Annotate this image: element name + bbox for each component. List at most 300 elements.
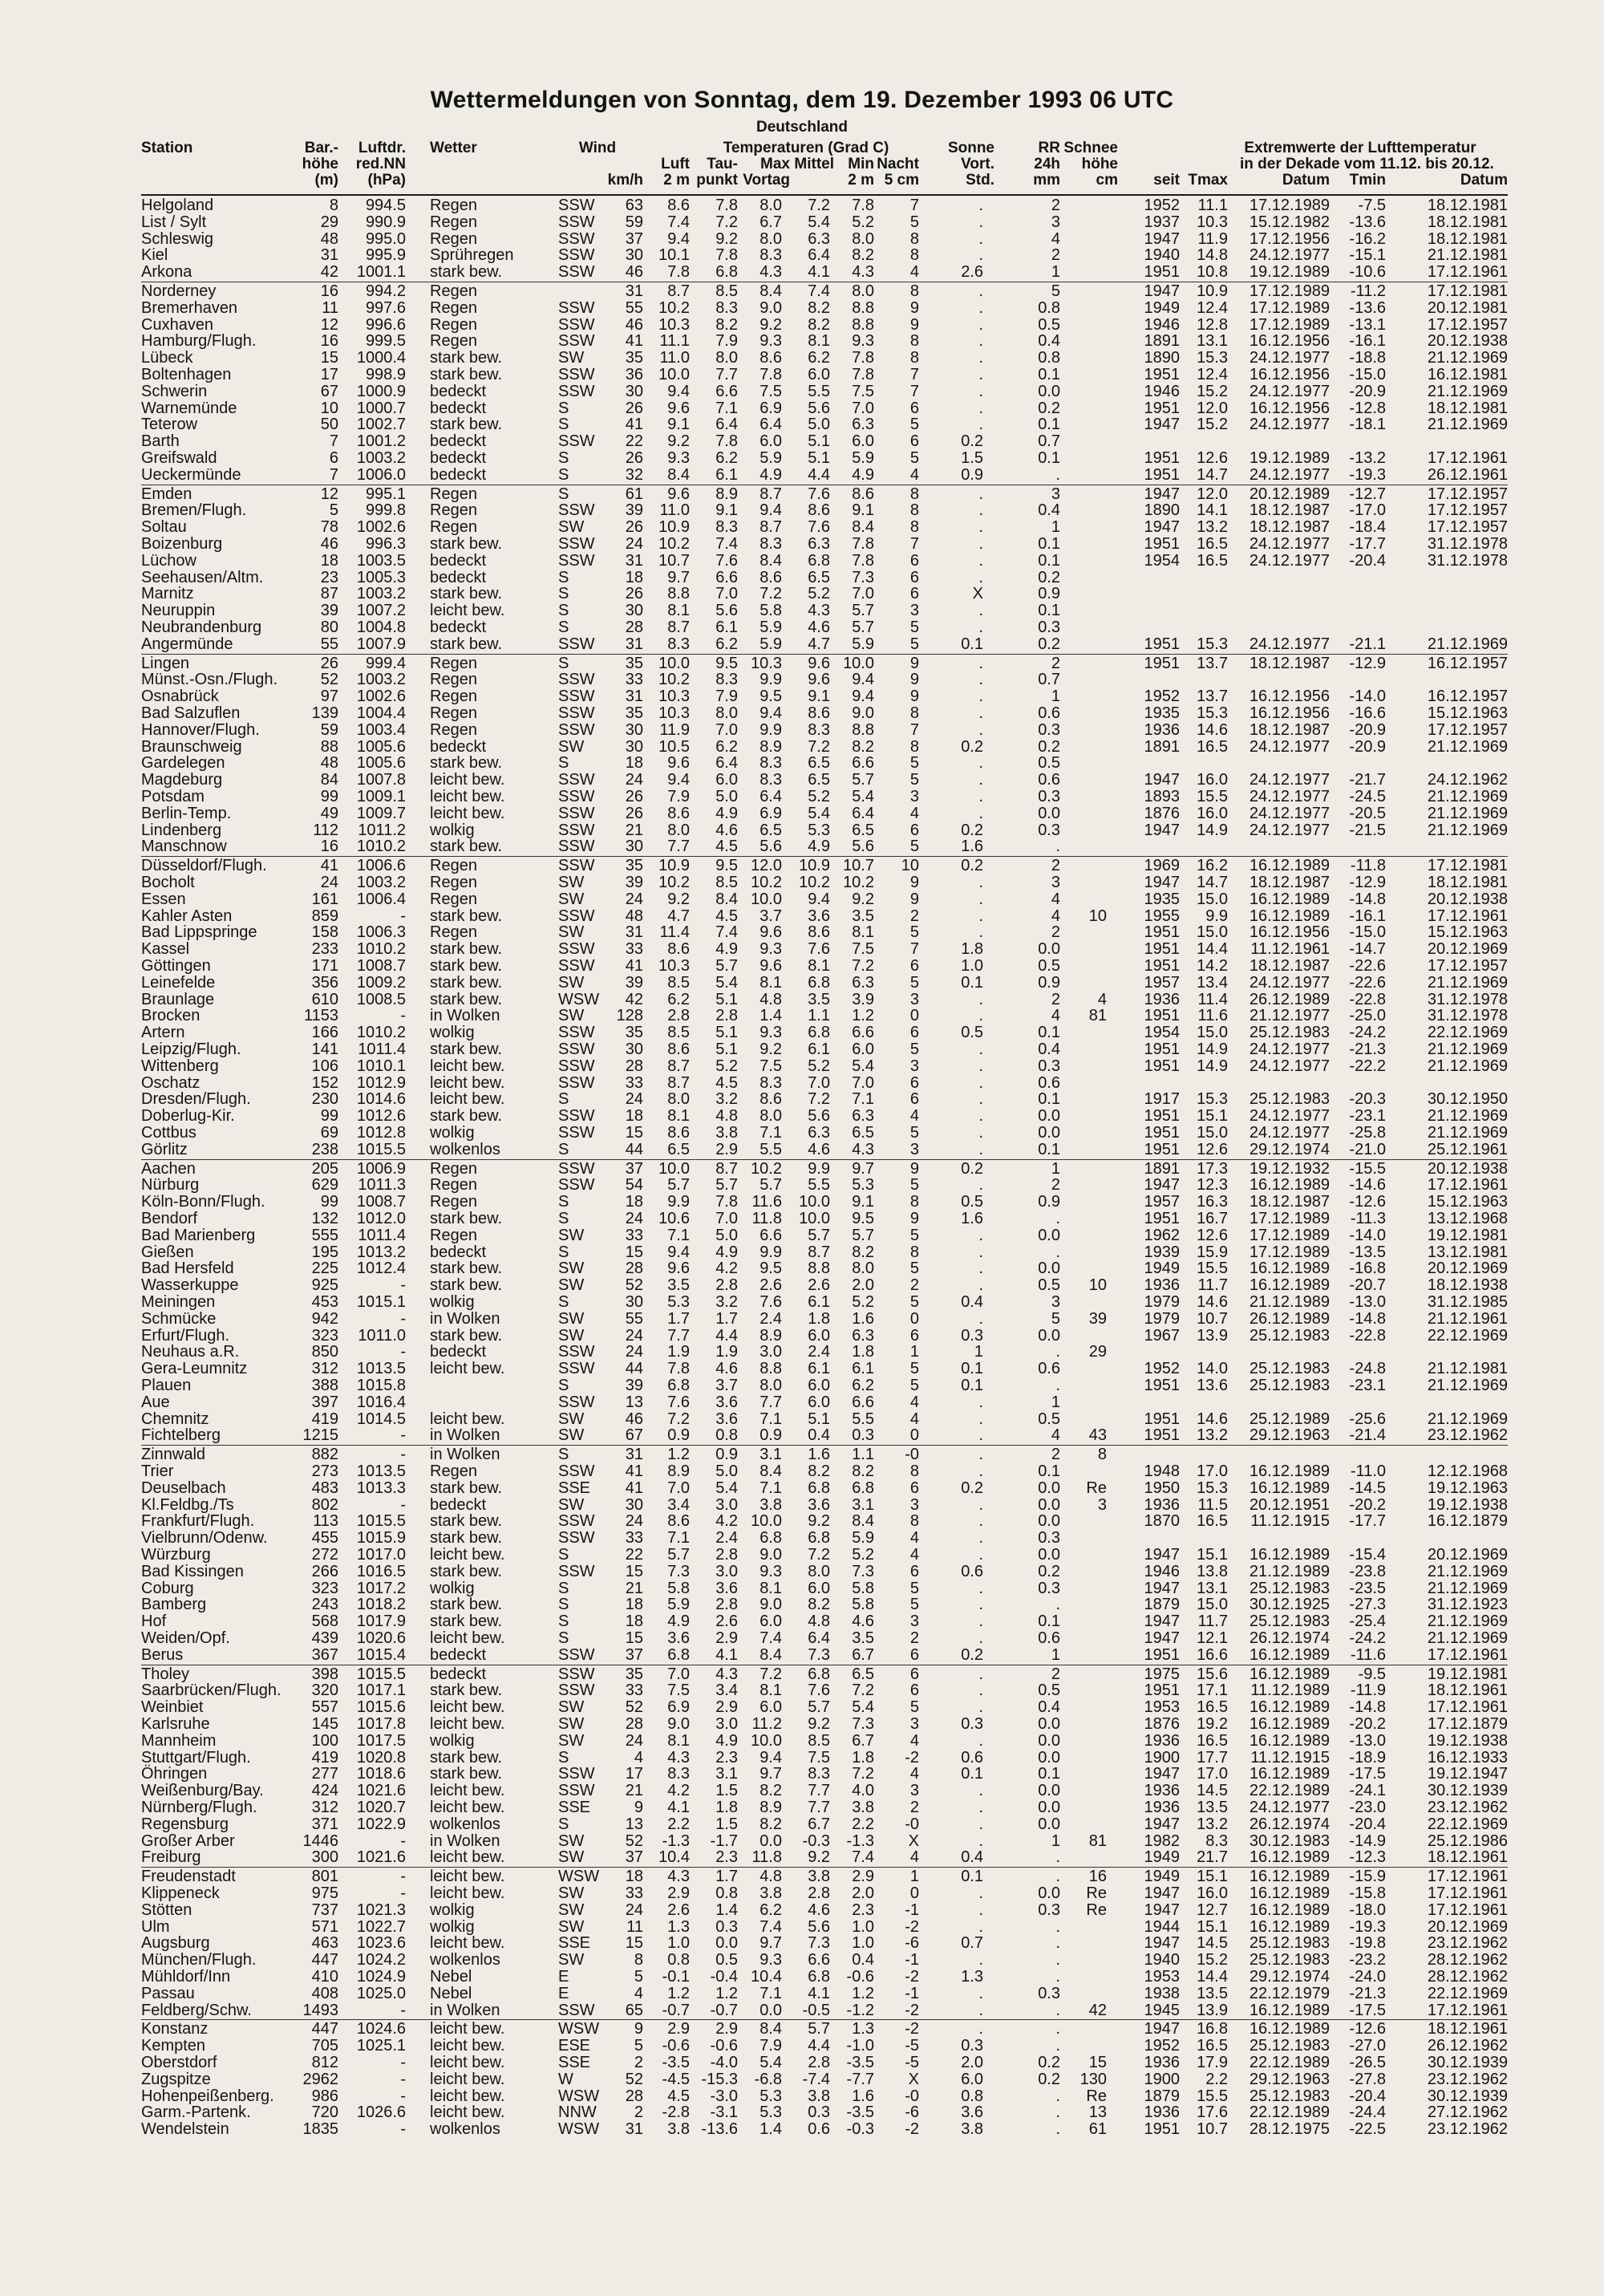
cell-rr-24h: 0.1 — [1038, 1462, 1060, 1480]
cell-mittel: 5.6 — [808, 400, 830, 417]
cell-station: Wittenberg — [141, 1057, 219, 1075]
cell-min-2m: 7.2 — [852, 1765, 874, 1783]
cell-taupunkt: 2.9 — [715, 1698, 738, 1716]
cell-bar-hoehe: 737 — [311, 1901, 338, 1919]
cell-tmin: -20.5 — [1349, 805, 1386, 822]
cell-rr-24h: 0.0 — [1038, 1479, 1060, 1497]
cell-max-vortag: 5.6 — [759, 838, 782, 855]
cell-wind-speed: 31 — [625, 688, 643, 705]
cell-sonne: 1 — [974, 1343, 983, 1361]
cell-luftdruck: 1003.2 — [356, 671, 406, 688]
cell-station: Nürnberg/Flugh. — [141, 1799, 257, 1816]
cell-wind-richtung: S — [558, 754, 569, 772]
cell-nacht-5cm: 2 — [909, 1799, 919, 1816]
cell-station: Soltau — [141, 518, 187, 536]
cell-station: Artern — [141, 1024, 185, 1041]
cell-tmin: -27.3 — [1349, 1596, 1386, 1613]
cell-wetter: stark bew. — [430, 1681, 503, 1699]
cell-tmin: -12.6 — [1349, 1193, 1386, 1211]
cell-tmax-datum: 25.12.1989 — [1249, 1410, 1330, 1428]
cell-sonne: . — [978, 1276, 983, 1294]
cell-max-vortag: 6.0 — [759, 432, 782, 450]
cell-nacht-5cm: 4 — [909, 1546, 919, 1564]
cell-max-vortag: 8.2 — [759, 1815, 782, 1833]
cell-tmax: 15.3 — [1197, 1479, 1228, 1497]
cell-max-vortag: 9.9 — [759, 1243, 782, 1261]
cell-taupunkt: 7.1 — [715, 400, 738, 417]
cell-taupunkt: 5.0 — [715, 1227, 738, 1244]
cell-luftdruck: 1013.5 — [356, 1360, 406, 1377]
cell-wind-richtung: S — [558, 416, 569, 433]
header-tmin: Tmin — [1349, 172, 1386, 189]
cell-rr-24h: . — [1055, 1868, 1060, 1885]
cell-station: Neuruppin — [141, 602, 216, 619]
cell-luft-2m: 9.4 — [667, 230, 690, 248]
cell-seit: 1900 — [1144, 2071, 1180, 2088]
cell-mittel: 1.1 — [808, 1007, 830, 1024]
cell-luft-2m: 6.9 — [667, 1698, 690, 1716]
cell-luft-2m: 8.5 — [667, 974, 690, 992]
cell-min-2m: 7.1 — [852, 1090, 874, 1108]
cell-taupunkt: 8.3 — [715, 518, 738, 536]
cell-tmax: 14.0 — [1197, 1360, 1228, 1377]
cell-wind-speed: 18 — [625, 754, 643, 772]
cell-max-vortag: 9.9 — [759, 721, 782, 739]
cell-tmax-datum: 17.12.1989 — [1249, 316, 1330, 334]
cell-wind-richtung: S — [558, 602, 569, 619]
cell-wetter: bedeckt — [430, 449, 487, 467]
cell-bar-hoehe: 99 — [320, 1193, 338, 1211]
cell-luftdruck: 1002.6 — [356, 688, 406, 705]
cell-wetter: Regen — [430, 1193, 477, 1211]
cell-luft-2m: 9.2 — [667, 890, 690, 908]
cell-mittel: 6.3 — [808, 230, 830, 248]
cell-luft-2m: 10.7 — [658, 552, 690, 570]
cell-tmax: 13.7 — [1197, 655, 1228, 672]
cell-tmin: -22.6 — [1349, 957, 1386, 975]
cell-sonne: . — [978, 805, 983, 822]
cell-nacht-5cm: -6 — [905, 2103, 919, 2121]
cell-mittel: 5.6 — [808, 1107, 830, 1125]
cell-min-2m: 6.6 — [852, 1393, 874, 1411]
cell-min-2m: 1.6 — [852, 2087, 874, 2105]
cell-wind-richtung: SSW — [558, 1124, 595, 1142]
cell-seit: 1946 — [1144, 1563, 1180, 1580]
cell-tmin-datum: 19.12.1981 — [1427, 1665, 1508, 1683]
cell-luftdruck: 999.4 — [365, 655, 406, 672]
cell-schnee: 16 — [1088, 1868, 1107, 1885]
cell-wind-richtung: SSW — [558, 1074, 595, 1092]
cell-sonne: 0.5 — [961, 1024, 983, 1041]
cell-min-2m: 4.6 — [852, 1612, 874, 1630]
cell-min-2m: 5.5 — [852, 1410, 874, 1428]
cell-tmin: -21.1 — [1349, 635, 1386, 653]
cell-tmin: -13.5 — [1349, 1243, 1386, 1261]
cell-rr-24h: . — [1055, 2103, 1060, 2121]
cell-taupunkt: 5.7 — [715, 1176, 738, 1194]
cell-wind-richtung: SSW — [558, 535, 595, 553]
cell-luftdruck: 1006.6 — [356, 857, 406, 874]
cell-tmin: -20.2 — [1349, 1496, 1386, 1514]
cell-tmin-datum: 20.12.1969 — [1427, 940, 1508, 958]
cell-tmax: 9.9 — [1205, 907, 1228, 925]
cell-tmax-datum: 16.12.1989 — [1249, 1698, 1330, 1716]
cell-bar-hoehe: 371 — [311, 1815, 338, 1833]
cell-station: Osnabrück — [141, 688, 219, 705]
cell-tmin-datum: 22.12.1969 — [1427, 1327, 1508, 1345]
cell-tmax-datum: 16.12.1989 — [1249, 1479, 1330, 1497]
cell-taupunkt: 7.7 — [715, 366, 738, 383]
cell-nacht-5cm: 3 — [909, 602, 919, 619]
cell-tmin-datum: 23.12.1962 — [1427, 2120, 1508, 2138]
cell-nacht-5cm: 5 — [909, 1596, 919, 1613]
cell-max-vortag: 8.9 — [759, 1799, 782, 1816]
cell-tmin: -18.4 — [1349, 518, 1386, 536]
cell-min-2m: 7.2 — [852, 957, 874, 975]
cell-wind-richtung: S — [558, 1193, 569, 1211]
cell-tmax: 15.1 — [1197, 1918, 1228, 1936]
cell-bar-hoehe: 48 — [320, 754, 338, 772]
cell-rr-24h: 0.0 — [1038, 1884, 1060, 1902]
cell-seit: 1947 — [1144, 230, 1180, 248]
cell-mittel: 8.6 — [808, 923, 830, 941]
cell-tmax: 15.3 — [1197, 704, 1228, 722]
cell-schnee: 81 — [1088, 1007, 1107, 1024]
cell-sonne: . — [978, 704, 983, 722]
header-luft: 2 m — [663, 172, 690, 189]
cell-nacht-5cm: 10 — [901, 857, 919, 874]
cell-min-2m: 7.3 — [852, 1563, 874, 1580]
cell-seit: 1890 — [1144, 349, 1180, 367]
cell-nacht-5cm: -5 — [905, 2054, 919, 2071]
cell-tmax-datum: 16.12.1989 — [1249, 1732, 1330, 1750]
cell-rr-24h: . — [1055, 2120, 1060, 2138]
cell-taupunkt: 3.0 — [715, 1563, 738, 1580]
cell-sonne: . — [978, 754, 983, 772]
cell-rr-24h: 0.1 — [1038, 552, 1060, 570]
cell-tmax: 16.5 — [1197, 1512, 1228, 1530]
cell-tmin: -14.6 — [1349, 1176, 1386, 1194]
cell-taupunkt: 5.1 — [715, 1041, 738, 1058]
cell-luftdruck: 1005.6 — [356, 738, 406, 756]
header-luftdr: red.NN — [355, 156, 406, 172]
cell-tmin: -14.0 — [1349, 1227, 1386, 1244]
cell-mittel: 8.6 — [808, 704, 830, 722]
cell-mittel: 7.7 — [808, 1799, 830, 1816]
cell-sonne: . — [978, 788, 983, 805]
cell-station: Ulm — [141, 1918, 170, 1936]
cell-taupunkt: 8.5 — [715, 282, 738, 300]
cell-tmin-datum: 30.12.1950 — [1427, 1090, 1508, 1108]
cell-station: Konstanz — [141, 2020, 209, 2038]
cell-sonne: . — [978, 1512, 983, 1530]
cell-luft-2m: 8.1 — [667, 1107, 690, 1125]
cell-tmax: 12.4 — [1197, 366, 1228, 383]
cell-tmax: 15.2 — [1197, 416, 1228, 433]
cell-mittel: 6.0 — [808, 1580, 830, 1597]
cell-tmax: 15.3 — [1197, 635, 1228, 653]
cell-tmax: 14.6 — [1197, 1410, 1228, 1428]
cell-bar-hoehe: 84 — [320, 771, 338, 789]
cell-tmax: 16.0 — [1197, 1884, 1228, 1902]
cell-seit: 1957 — [1144, 974, 1180, 992]
cell-sonne: . — [978, 1176, 983, 1194]
cell-wetter: leicht bew. — [430, 1799, 505, 1816]
cell-tmax-datum: 17.12.1989 — [1249, 1210, 1330, 1227]
cell-wetter: in Wolken — [430, 2002, 500, 2019]
cell-luft-2m: 2.6 — [667, 1901, 690, 1919]
cell-min-2m: -0.3 — [846, 2120, 874, 2138]
cell-seit: 1870 — [1144, 1512, 1180, 1530]
cell-luft-2m: 4.3 — [667, 1868, 690, 1885]
cell-tmax: 11.4 — [1197, 991, 1228, 1008]
cell-station: Vielbrunn/Odenw. — [141, 1529, 268, 1547]
cell-rr-24h: 0.5 — [1038, 1410, 1060, 1428]
cell-nacht-5cm: 1 — [909, 1868, 919, 1885]
cell-station: Regensburg — [141, 1815, 229, 1833]
cell-luft-2m: 7.0 — [667, 1479, 690, 1497]
header-schnee: cm — [1096, 172, 1118, 189]
cell-nacht-5cm: 3 — [909, 1057, 919, 1075]
cell-wetter: Regen — [430, 890, 477, 908]
cell-wind-richtung: SW — [558, 1715, 585, 1733]
cell-bar-hoehe: 356 — [311, 974, 338, 992]
cell-nacht-5cm: 2 — [909, 1629, 919, 1647]
cell-seit: 1876 — [1144, 805, 1180, 822]
cell-seit: 1947 — [1144, 1934, 1180, 1952]
cell-schnee: 10 — [1088, 1276, 1107, 1294]
cell-tmax: 17.9 — [1197, 2054, 1228, 2071]
cell-wetter: leicht bew. — [430, 1848, 505, 1866]
cell-sonne: 3.8 — [961, 2120, 983, 2138]
cell-tmax: 16.5 — [1197, 1698, 1228, 1716]
cell-seit: 1947 — [1144, 1546, 1180, 1564]
cell-max-vortag: 8.1 — [759, 1681, 782, 1699]
cell-wind-richtung: SSW — [558, 1393, 595, 1411]
cell-max-vortag: 5.7 — [759, 1176, 782, 1194]
cell-min-2m: 9.0 — [852, 704, 874, 722]
cell-mittel: 8.2 — [808, 316, 830, 334]
cell-mittel: 8.6 — [808, 501, 830, 519]
cell-mittel: 6.5 — [808, 569, 830, 586]
cell-nacht-5cm: -2 — [905, 2002, 919, 2019]
cell-station: Potsdam — [141, 788, 205, 805]
cell-sonne: 0.4 — [961, 1293, 983, 1311]
cell-wind-speed: 39 — [625, 1377, 643, 1394]
cell-tmax: 16.5 — [1197, 738, 1228, 756]
cell-tmin-datum: 15.12.1963 — [1427, 1193, 1508, 1211]
cell-mittel: 5.3 — [808, 821, 830, 839]
cell-wind-speed: 13 — [625, 1815, 643, 1833]
cell-tmin: -27.8 — [1349, 2071, 1386, 2088]
cell-wind-richtung: S — [558, 466, 569, 484]
cell-mittel: 6.0 — [808, 1393, 830, 1411]
cell-mittel: 5.0 — [808, 416, 830, 433]
cell-sonne: . — [978, 1884, 983, 1902]
cell-bar-hoehe: 2962 — [302, 2071, 338, 2088]
cell-wind-richtung: SSW — [558, 1057, 595, 1075]
cell-sonne: 0.2 — [961, 738, 983, 756]
cell-station: Angermünde — [141, 635, 233, 653]
cell-wetter: leicht bew. — [430, 2054, 505, 2071]
cell-wind-richtung: SW — [558, 1884, 585, 1902]
cell-max-vortag: 8.6 — [759, 1090, 782, 1108]
cell-rr-24h: 0.0 — [1038, 1546, 1060, 1564]
cell-tmin-datum: 23.12.1962 — [1427, 1426, 1508, 1444]
cell-sonne: 0.6 — [961, 1563, 983, 1580]
cell-tmin: -14.5 — [1349, 1479, 1386, 1497]
cell-min-2m: -1.2 — [846, 2002, 874, 2019]
header-luftdr: (hPa) — [367, 172, 406, 189]
cell-rr-24h: 0.0 — [1038, 1107, 1060, 1125]
cell-tmax-datum: 17.12.1989 — [1249, 282, 1330, 300]
cell-max-vortag: 10.0 — [751, 890, 782, 908]
cell-nacht-5cm: 7 — [909, 535, 919, 553]
cell-min-2m: 7.8 — [852, 197, 874, 214]
cell-taupunkt: 2.9 — [715, 1629, 738, 1647]
cell-bar-hoehe: 78 — [320, 518, 338, 536]
cell-tmin: -22.5 — [1349, 2120, 1386, 2138]
cell-mittel: 6.7 — [808, 1815, 830, 1833]
cell-luft-2m: 3.8 — [667, 2120, 690, 2138]
cell-sonne: 0.2 — [961, 857, 983, 874]
cell-nacht-5cm: 8 — [909, 1512, 919, 1530]
cell-max-vortag: 6.8 — [759, 1529, 782, 1547]
cell-tmax-datum: 16.12.1989 — [1249, 1646, 1330, 1664]
cell-rr-24h: 0.6 — [1038, 1360, 1060, 1377]
cell-wetter: leicht bew. — [430, 2103, 505, 2121]
cell-max-vortag: 9.3 — [759, 332, 782, 350]
cell-rr-24h: 5 — [1051, 282, 1060, 300]
cell-luftdruck: 995.1 — [365, 485, 406, 503]
cell-taupunkt: 8.2 — [715, 316, 738, 334]
cell-wind-speed: 48 — [625, 907, 643, 925]
cell-tmax-datum: 24.12.1977 — [1249, 416, 1330, 433]
cell-tmin: -11.8 — [1350, 857, 1386, 874]
cell-sonne: . — [978, 1612, 983, 1630]
cell-nacht-5cm: 5 — [909, 1377, 919, 1394]
cell-wind-speed: 15 — [625, 1629, 643, 1647]
cell-wind-richtung: SSW — [558, 1529, 595, 1547]
cell-wind-richtung: SSW — [558, 1360, 595, 1377]
cell-bar-hoehe: 942 — [311, 1310, 338, 1328]
cell-tmin-datum: 17.12.1961 — [1427, 449, 1508, 467]
cell-sonne: . — [978, 874, 983, 891]
cell-wind-speed: 46 — [625, 1410, 643, 1428]
cell-wetter: stark bew. — [430, 1529, 503, 1547]
cell-mittel: 6.8 — [808, 1968, 830, 1986]
cell-sonne: 0.6 — [961, 1749, 983, 1767]
cell-seit: 1949 — [1144, 1848, 1180, 1866]
cell-mittel: 2.6 — [808, 1276, 830, 1294]
cell-max-vortag: 3.8 — [759, 1884, 782, 1902]
cell-mittel: 3.6 — [808, 907, 830, 925]
cell-seit: 1890 — [1144, 501, 1180, 519]
cell-rr-24h: 0.1 — [1038, 449, 1060, 467]
cell-wind-richtung: SW — [558, 923, 585, 941]
cell-wetter: Regen — [430, 857, 477, 874]
cell-nacht-5cm: 4 — [909, 1107, 919, 1125]
cell-tmin-datum: 23.12.1962 — [1427, 1799, 1508, 1816]
cell-bar-hoehe: 1215 — [302, 1426, 338, 1444]
cell-wetter: in Wolken — [430, 1426, 500, 1444]
cell-sonne: . — [978, 197, 983, 214]
cell-wetter: leicht bew. — [430, 1090, 505, 1108]
cell-station: Gera-Leumnitz — [141, 1360, 248, 1377]
cell-nacht-5cm: 5 — [909, 1293, 919, 1311]
header-seit: seit — [1153, 172, 1180, 189]
cell-tmax-datum: 16.12.1989 — [1249, 1868, 1330, 1885]
cell-wetter: leicht bew. — [430, 805, 505, 822]
cell-mittel: 5.5 — [808, 1176, 830, 1194]
cell-min-2m: 5.7 — [852, 619, 874, 636]
cell-tmax-datum: 19.12.1989 — [1249, 263, 1330, 281]
cell-sonne: 0.1 — [961, 1868, 983, 1885]
cell-min-2m: 5.2 — [852, 1546, 874, 1564]
cell-wind-richtung: SW — [558, 1310, 585, 1328]
cell-taupunkt: 1.4 — [715, 1901, 738, 1919]
cell-tmin-datum: 17.12.1961 — [1427, 1884, 1508, 1902]
cell-seit: 1937 — [1144, 213, 1180, 231]
cell-min-2m: 8.4 — [852, 518, 874, 536]
cell-tmax-datum: 11.12.1961 — [1250, 940, 1330, 958]
cell-tmin-datum: 20.12.1969 — [1427, 1918, 1508, 1936]
cell-nacht-5cm: 9 — [909, 1210, 919, 1227]
cell-tmax: 21.7 — [1197, 1848, 1228, 1866]
cell-min-2m: 7.5 — [852, 940, 874, 958]
cell-luftdruck: 1006.4 — [356, 890, 406, 908]
cell-wetter: stark bew. — [430, 1260, 503, 1277]
cell-tmin: -27.0 — [1349, 2037, 1386, 2055]
cell-nacht-5cm: 8 — [909, 1462, 919, 1480]
cell-taupunkt: 2.9 — [715, 2020, 738, 2038]
cell-seit: 1917 — [1144, 1090, 1180, 1108]
cell-tmin: -23.0 — [1349, 1799, 1386, 1816]
cell-bar-hoehe: 388 — [311, 1377, 338, 1394]
cell-min-2m: 1.0 — [852, 1934, 874, 1952]
cell-tmin-datum: 13.12.1968 — [1427, 1210, 1508, 1227]
cell-seit: 1957 — [1144, 1193, 1180, 1211]
cell-min-2m: 6.8 — [852, 1479, 874, 1497]
cell-tmax: 12.4 — [1197, 299, 1228, 317]
cell-wetter: leicht bew. — [430, 1057, 505, 1075]
cell-bar-hoehe: 5 — [329, 501, 338, 519]
cell-seit: 1939 — [1144, 1243, 1180, 1261]
cell-taupunkt: 7.6 — [715, 552, 738, 570]
cell-tmax-datum: 18.12.1987 — [1249, 655, 1330, 672]
cell-wind-richtung: SSW — [558, 263, 595, 281]
cell-luft-2m: 9.6 — [667, 400, 690, 417]
cell-mittel: 7.2 — [808, 738, 830, 756]
cell-mittel: 3.5 — [808, 991, 830, 1008]
cell-tmin: -11.3 — [1350, 1210, 1386, 1227]
cell-min-2m: 9.1 — [852, 1193, 874, 1211]
cell-rr-24h: . — [1055, 2087, 1060, 2105]
cell-max-vortag: 2.4 — [759, 1310, 782, 1328]
cell-tmax: 14.4 — [1197, 940, 1228, 958]
cell-seit: 1951 — [1144, 1057, 1180, 1075]
cell-tmax-datum: 24.12.1977 — [1249, 974, 1330, 992]
cell-luftdruck: 1017.2 — [356, 1580, 406, 1597]
cell-luftdruck: 1004.8 — [356, 619, 406, 636]
cell-station: Arkona — [141, 263, 192, 281]
cell-luftdruck: 1015.5 — [356, 1665, 406, 1683]
cell-wetter: Regen — [430, 299, 477, 317]
cell-mittel: 10.9 — [799, 857, 830, 874]
header-min: 2 m — [848, 172, 874, 189]
cell-min-2m: 6.7 — [852, 1732, 874, 1750]
cell-taupunkt: 4.6 — [715, 821, 738, 839]
